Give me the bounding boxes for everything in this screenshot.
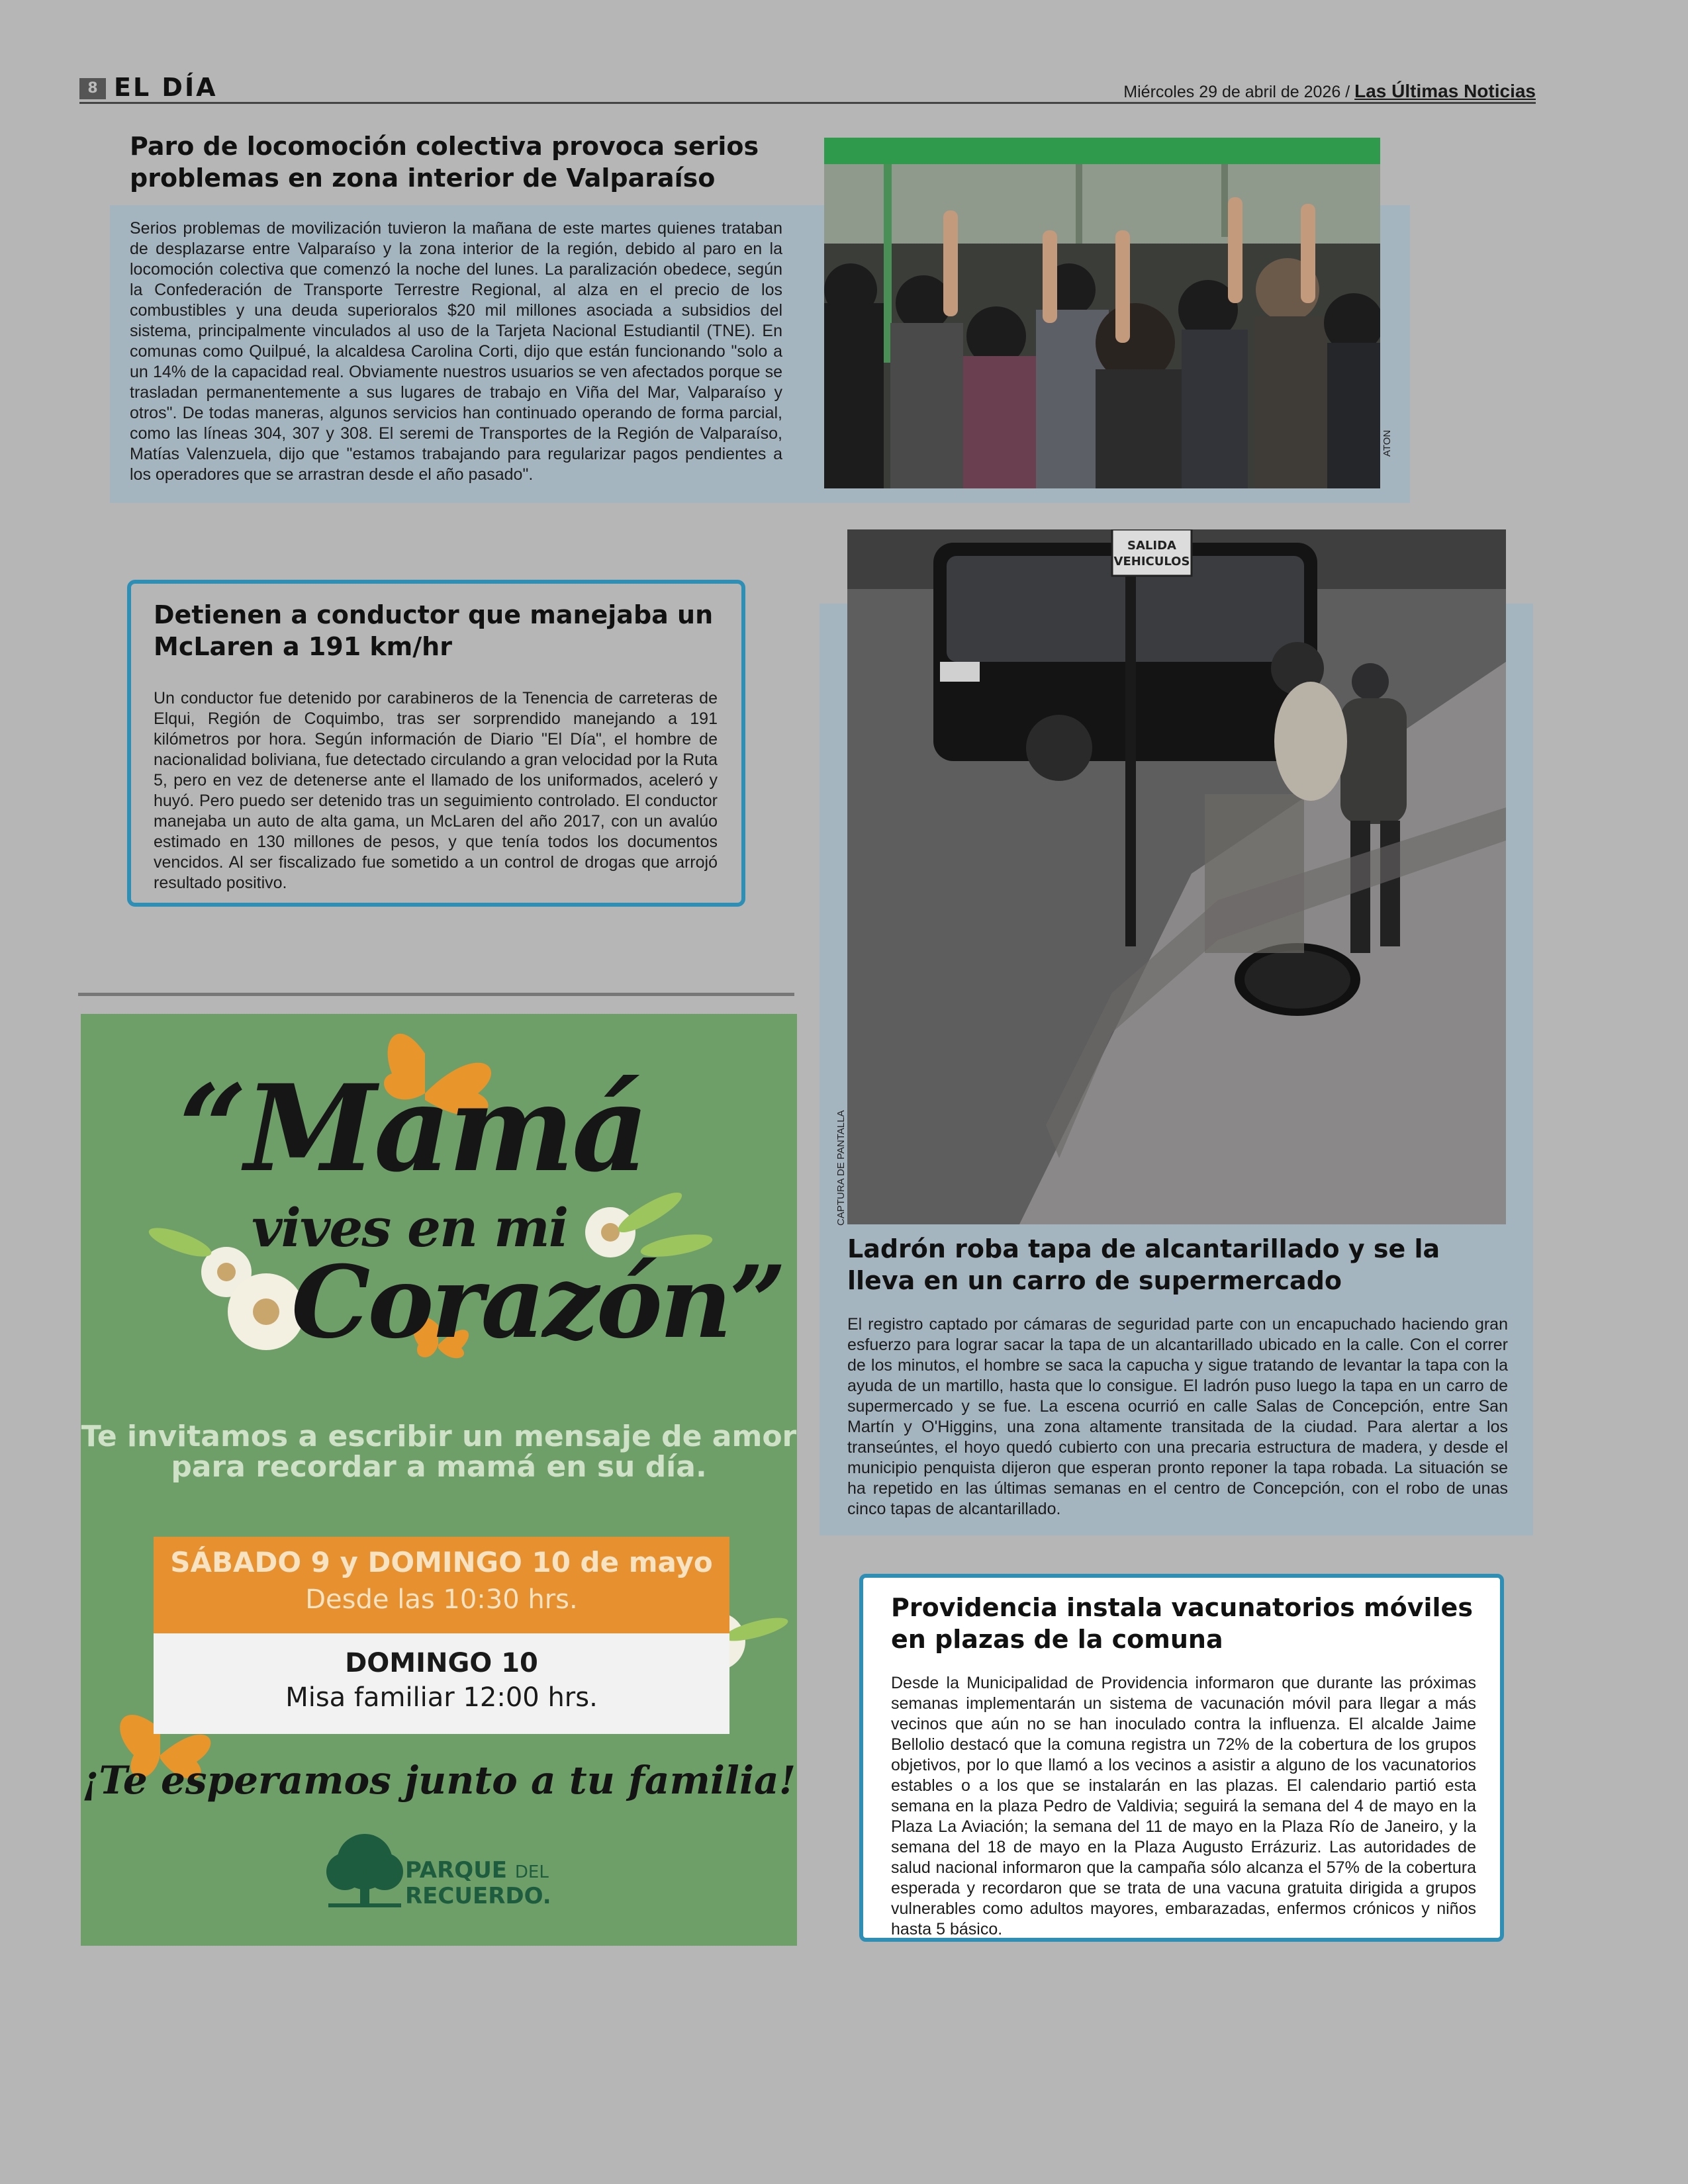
sign-salida-vehiculos: SALIDA VEHICULOS bbox=[1113, 539, 1190, 569]
ad-mass-time: Misa familiar 12:00 hrs. bbox=[285, 1682, 598, 1713]
ad-invitation: ¡Te esperamos junto a tu familia! bbox=[81, 1758, 796, 1803]
ad-title-line1: “Mamá bbox=[179, 1059, 647, 1199]
ad-time: Desde las 10:30 hrs. bbox=[305, 1584, 578, 1615]
ad-title-line2: vives en mi bbox=[252, 1197, 568, 1259]
ad-mass-day: DOMINGO 10 bbox=[345, 1648, 538, 1678]
logo-recuerdo: RECUERDO. bbox=[405, 1883, 551, 1909]
section-title: EL DÍA bbox=[114, 73, 218, 102]
masthead-separator: / bbox=[1345, 83, 1350, 101]
article-1-photo-credit: ATON bbox=[1382, 430, 1393, 457]
header-rule bbox=[79, 102, 1536, 104]
publication-name: Las Últimas Noticias bbox=[1354, 81, 1536, 101]
logo-del: DEL bbox=[514, 1862, 549, 1882]
masthead-right bbox=[1123, 81, 1536, 102]
article-3-body: El registro captado por cámaras de seguridad parte con un encapuchado haciendo gran esfuerzo para lograr sacar la tapa de un alcantarillado ubicado en la calle. Con el correr de los minutos, el hombre se saca la capucha y sigue tratando de levantar la tapa con la ayuda de un martillo, hasta que lo consigue. El ladrón puso luego la tapa en un carro de supermercado y se fue. La escena ocurrió en calle Salas de Concepción, entre San Martín y O'Higgins, una zona altamente transitada de la ciudad. Para alertar a los transeúntes, el hoyo quedó cubierto con una precaria estructura de madera, y desde el municipio penquista dijeron que esperan pronto reponer la tapa robada. La situación se ha repetido en las últimas semanas en el centro de Concepción, con el robo de unas cinco tapas de alcantarillado. bbox=[847, 1315, 1508, 1518]
bus-passengers-photo bbox=[824, 138, 1380, 488]
ad-dates: SÁBADO 9 y DOMINGO 10 de mayo bbox=[170, 1546, 713, 1578]
article-1-headline: Paro de locomoción colectiva provoca serios problemas en zona interior de Valparaíso bbox=[130, 132, 759, 193]
article-3-photo-credit: CAPTURA DE PANTALLA bbox=[835, 1110, 847, 1226]
column-divider bbox=[78, 993, 794, 996]
page-number: 8 bbox=[79, 78, 106, 99]
ad-title-line3: Corazón” bbox=[291, 1244, 784, 1361]
ad-subtitle: Te invitamos a escribir un mensaje de amor para recordar a mamá en su día. bbox=[81, 1420, 797, 1484]
issue-date: Miércoles 29 de abril de 2026 bbox=[1123, 83, 1341, 101]
logo-parque: PARQUE bbox=[405, 1857, 508, 1884]
article-3-headline: Ladrón roba tapa de alcantarillado y se la lleva en un carro de supermercado bbox=[847, 1234, 1440, 1295]
park-logo-text bbox=[405, 1858, 551, 1908]
article-2-headline: Detienen a conductor que manejaba un McLaren a 191 km/hr bbox=[154, 600, 714, 661]
tree-logo-icon bbox=[322, 1832, 408, 1911]
article-4-body: Desde la Municipalidad de Providencia informaron que durante las próximas semanas implementarán un sistema de vacunación móvil para llegar a más vecinos que aún no se han inoculado contra la influenza. El alcalde Jaime Bellolio destacó que la comuna registra un 72% de la cobertura de los grupos objetivos, por lo que llamó a los vecinos a asistir a alguno de los vacunatorios estables o a los que se instalarán en las plazas. El calendario partió esta semana en la plaza Pedro de Valdivia; seguirá la semana del 4 de mayo en la Plaza La Aviación; la semana del 11 de mayo en la Plaza Río de Janeiro, y la semana del 18 de mayo en la Plaza Augusto Errázuriz. Las autoridades de salud nacional informaron que la campaña sólo alcanza el 57% de la cobertura esperada y recordaron que se trata de una vacuna gratuita dirigida a grupos vulnerables como adultos mayores, embarazadas, enfermos crónicos y niños hasta 5 básico. bbox=[891, 1674, 1476, 1938]
article-4-headline: Providencia instala vacunatorios móviles en plazas de la comuna bbox=[891, 1593, 1473, 1654]
article-2-body: Un conductor fue detenido por carabineros de la Tenencia de carreteras de Elqui, Región de Coquimbo, tras ser sorprendido manejando a 191 kilómetros por hora. Según información de Diario "El Día", el hombre de nacionalidad boliviana, fue detectado circulando a gran velocidad por la Ruta 5, pero en vez de detenerse ante el llamado de los uniformados, aceleró y huyó. Pero puedo ser detenido tras un seguimiento controlado. El conductor manejaba un auto de alta gama, un McLaren del año 2017, con un avalúo estimado en 130 millones de pesos, y que tenía todos los documentos vencidos. Al ser fiscalizado fue sometido a un control de drogas que arrojó resultado positivo. bbox=[154, 689, 718, 892]
manhole-thief-photo bbox=[847, 529, 1506, 1224]
article-1-body: Serios problemas de movilización tuvieron la mañana de este martes quienes trataban de desplazarse entre Valparaíso y la zona interior de la región, debido al paro en la locomoción colectiva que comenzó la noche del lunes. La paralización obedece, según la Confederación de Transporte Terrestre Regional, al alza en el precio de los combustibles y una deuda superioralos $20 mil millones asociada a subsidios del sistema, principalmente vinculados al uso de la Tarjeta Nacional Estudiantil (TNE). En comunas como Quilpué, la alcaldesa Carolina Corti, dijo que están funcionando "solo a un 14% de la capacidad real. Obviamente nuestros usuarios se ven afectados porque se trasladan permanentemente a sus lugares de trabajo en Viña del Mar, Valparaíso y otros". De todas maneras, algunos servicios han continuado operando de forma parcial, como las líneas 304, 307 y 308. El seremi de Transportes de la Región de Valparaíso, Matías Valenzuela, dijo que "estamos trabajando para regularizar pagos pendientes a los operadores que se arrastran desde el año pasado". bbox=[130, 219, 782, 484]
